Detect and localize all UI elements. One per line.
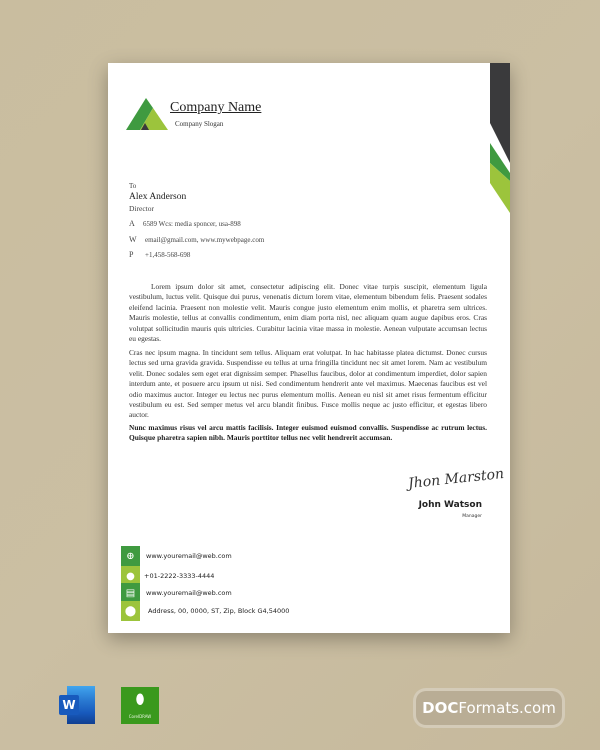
docformats-logo: DOC Formats.com — [413, 688, 565, 728]
corner-stripe — [490, 63, 510, 223]
detail-address: A 6589 Wcs: media sponcer, usa-898 — [129, 219, 241, 228]
word-letter: W — [59, 695, 79, 715]
company-logo — [126, 98, 170, 132]
chat-icon: ▤ — [121, 583, 140, 603]
footer-address: ⬤ Address, 00, 0000, ST, Zip, Block G4,54000 — [121, 601, 289, 621]
body-paragraph-3: Nunc maximus risus vel arcu mattis facilisis. Integer euismod euismod convallis. Suspendisse ac rutrum lectus. Quisque pharetra sapien nibh. Mauris porttitor tellus nec velit hendrerit accumsan. — [129, 423, 487, 443]
balloon-icon: ⬮ — [135, 692, 145, 708]
globe-icon: ⊕ — [121, 546, 140, 566]
footer-email: ▤ www.youremail@web.com — [121, 583, 232, 603]
signer-title: Manager — [462, 514, 482, 519]
company-name: Company Name — [170, 100, 262, 115]
body-paragraph-1: Lorem ipsum dolor sit amet, consectetur adipiscing elit. Donec vitae turpis suscipit, elementum ligula vestibulum, luctus velit. Quisque dui purus, venenatis dictum lorem vitae, elementum bibendum felis. Praesent sodales eleifend lacinia. Praesent non molestie velit. Mauris congue justo elementum enim mollis, et pharetra sem ultrices. Mauris molestie, tellus at convallis condimentum, enim diam porta nisl, nec aliquam quam augue dapibus eros. Cras volutpat sollicitudin mauris quis ultricies. Curabitur lacinia vitae massa in molestie. Aenean vulputate accumsan lectus eu egestas. — [129, 282, 487, 344]
user-icon: ● — [121, 566, 140, 586]
footer-website: ⊕ www.youremail@web.com — [121, 546, 232, 566]
to-label: To — [129, 182, 137, 190]
coreldraw-icon: ⬮ CorelDRAW — [121, 687, 159, 724]
detail-phone: P +1,458-568-698 — [129, 250, 191, 259]
signer-name: John Watson — [418, 500, 482, 510]
footer-phone: ● +01-2222-3333-4444 — [121, 566, 214, 586]
recipient-name: Alex Anderson — [129, 192, 187, 202]
recipient-title: Director — [129, 204, 154, 213]
company-slogan: Company Slogan — [175, 120, 224, 128]
location-pin-icon: ⬤ — [121, 601, 140, 621]
detail-web: W email@gmail.com, www.mywebpage.com — [129, 235, 265, 244]
signature-script: Jhon Marston — [407, 466, 505, 492]
body-paragraph-2: Cras nec ipsum magna. In tincidunt sem tellus. Aliquam erat volutpat. In hac habitasse platea dictumst. Donec cursus lectus sed urna gravida gravida. Suspendisse eu tellus at urna fringilla tincidunt nec sit amet lorem. Nam ac vestibulum velit. Donec sodales sem eget erat dignissim semper. Phasellus faucibus, dolor at condimentum imperdiet, dolor sapien interdum ante, et posuere arcu ipsum ut nisi. Sed condimentum hendrerit ante vel maximus. Maecenas faucibus est vel odio maximus auctor. Integer eu lectus nec purus elementum mollis. Aenean eu nisl sit amet risus fermentum efficitur vestibulum eu est. Sed semper metus vel arcu blandit finibus. Fusce mollis neque ac justo efficitur, et egestas libero auctor. — [129, 348, 487, 420]
letterhead-page — [108, 63, 510, 633]
